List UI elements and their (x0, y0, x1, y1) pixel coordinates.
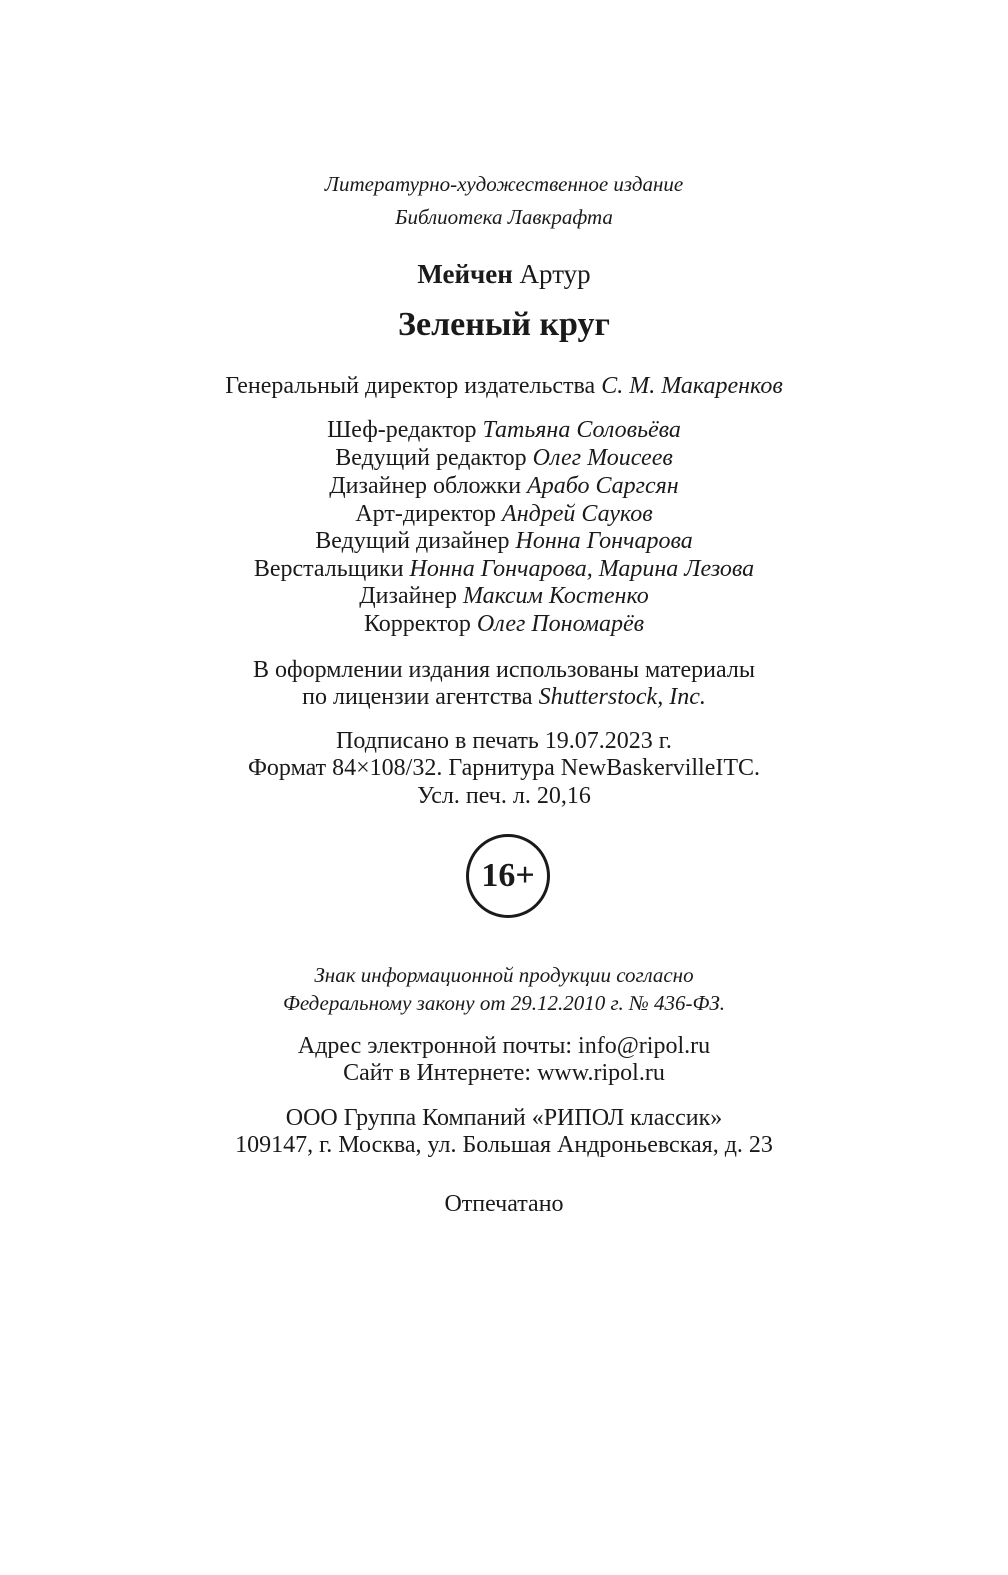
credit-line (0, 610, 1008, 638)
credit-role: Корректор (363, 611, 471, 637)
series-name: Библиотека Лавкрафта (395, 205, 613, 229)
author (0, 258, 1008, 290)
credit-line (0, 555, 1008, 583)
author-surname: Мейчен (417, 259, 513, 289)
license-prefix: по лицензии агентства (302, 684, 533, 710)
credit-role: Ведущий редактор (335, 445, 527, 471)
license-line-2 (0, 683, 1008, 711)
print-signed: Подписано в печать 19.07.2023 г. (336, 728, 672, 754)
credit-line (0, 416, 1008, 444)
credit-role: Ведущий дизайнер (315, 528, 510, 554)
age-rating-note-1: Знак информационной продукции согласно (314, 963, 694, 987)
credit-line (0, 472, 1008, 500)
credit-line (0, 444, 1008, 472)
credit-name: Арабо Саргсян (527, 473, 679, 499)
printed-label: Отпечатано (444, 1191, 564, 1217)
credit-role: Дизайнер (359, 583, 457, 609)
credit-name: Андрей Сауков (502, 501, 653, 527)
credit-line (0, 582, 1008, 610)
print-sheets: Усл. печ. л. 20,16 (417, 783, 591, 809)
credit-line (0, 500, 1008, 528)
edition-type: Литературно-художественное издание (324, 172, 684, 196)
credit-name: Максим Костенко (462, 583, 649, 609)
director-line (0, 372, 1008, 400)
credit-line (0, 527, 1008, 555)
credit-role: Дизайнер обложки (329, 473, 522, 499)
credit-name: Нонна Гончарова (515, 528, 693, 554)
credit-name: Татьяна Соловьёва (482, 417, 681, 443)
book-title: Зеленый круг (398, 306, 610, 343)
director-role: Генеральный директор издательства (225, 373, 596, 399)
publisher-address: 109147, г. Москва, ул. Большая Андроньевская, д. 23 (235, 1132, 773, 1158)
age-rating-note-2: Федеральному закону от 29.12.2010 г. № 436-ФЗ. (282, 991, 726, 1015)
credit-name: Нонна Гончарова, Марина Лезова (409, 556, 755, 582)
credit-role: Арт-директор (355, 501, 497, 527)
contact-site: Сайт в Интернете: www.ripol.ru (343, 1060, 665, 1086)
credit-name: Олег Пономарёв (476, 611, 645, 637)
credit-name: Олег Моисеев (532, 445, 673, 471)
age-rating-badge: 16+ (466, 834, 550, 918)
license-agency: Shutterstock, Inc. (538, 684, 706, 710)
print-format: Формат 84×108/32. Гарнитура NewBaskervilleITC. (247, 755, 761, 781)
publisher-name: ООО Группа Компаний «РИПОЛ классик» (285, 1105, 723, 1131)
credit-role: Верстальщики (253, 556, 404, 582)
director-name: С. М. Макаренков (601, 373, 783, 399)
credit-role: Шеф-редактор (327, 417, 477, 443)
contact-email: Адрес электронной почты: info@ripol.ru (297, 1033, 711, 1059)
author-name: Артур (519, 259, 591, 289)
license-line-1: В оформлении издания использованы материалы (253, 657, 755, 683)
